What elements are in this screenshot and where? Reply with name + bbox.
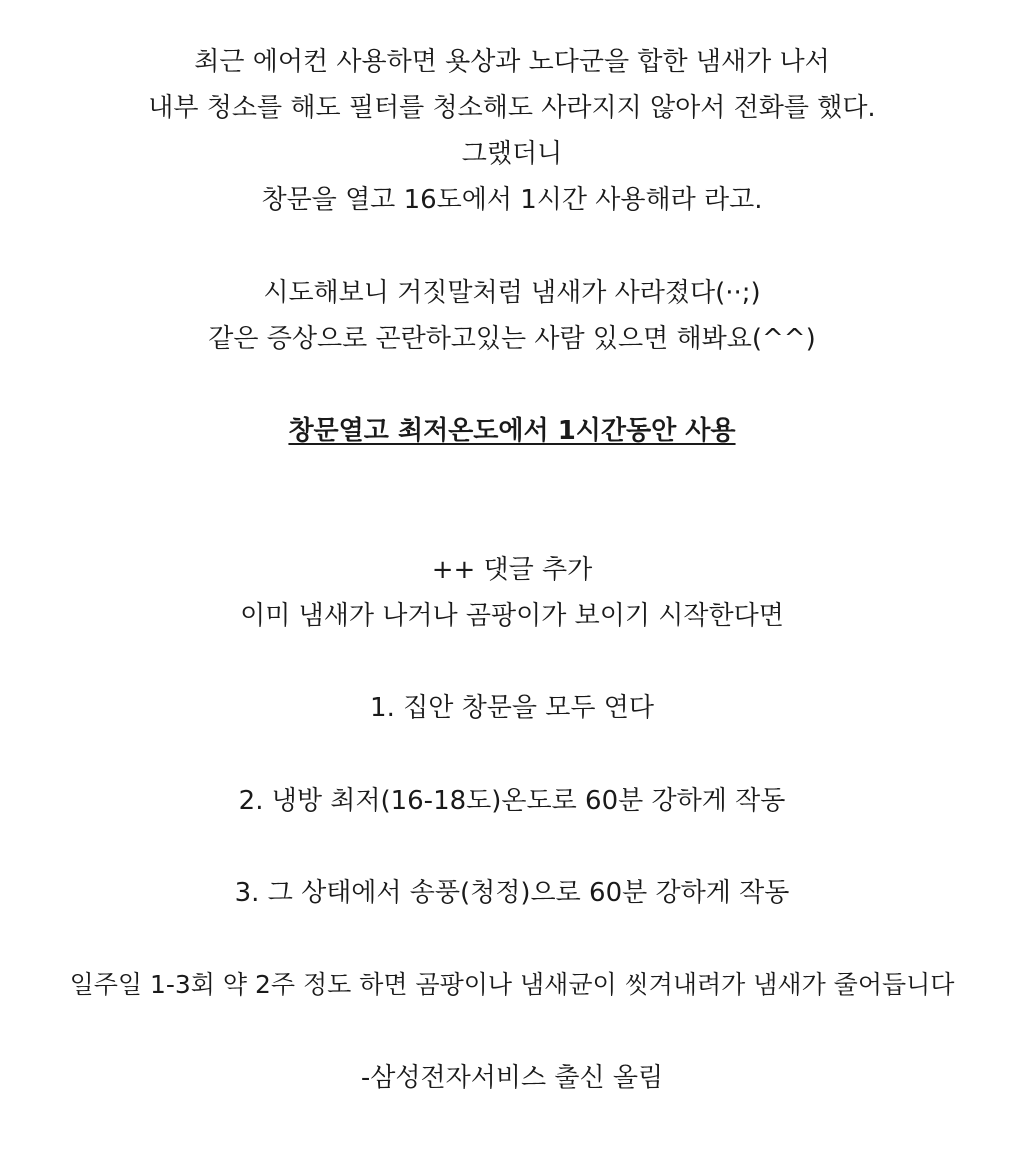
- intro-line-2: 내부 청소를 해도 필터를 청소해도 사라지지 않아서 전화를 했다.: [148, 93, 876, 123]
- signature: -삼성전자서비스 출신 올림: [360, 1063, 664, 1093]
- intro-line-1: 최근 에어컨 사용하면 욧상과 노다군을 합한 냄새가 나서: [194, 47, 830, 77]
- step-2: 2. 냉방 최저(16-18도)온도로 60분 강하게 작동: [238, 786, 786, 816]
- frequency-note: 일주일 1-3회 약 2주 정도 하면 곰팡이나 냄새균이 씻겨내려가 냄새가 줄어듭니다: [69, 970, 955, 999]
- intro-line-4: 창문을 열고 16도에서 1시간 사용해라 라고.: [261, 185, 763, 215]
- step-3: 3. 그 상태에서 송풍(청정)으로 60분 강하게 작동: [234, 878, 790, 908]
- addendum-header: ++ 댓글 추가: [431, 555, 593, 585]
- summary-heading: 창문열고 최저온도에서 1시간동안 사용: [288, 416, 736, 446]
- result-line-2: 같은 증상으로 곤란하고있는 사람 있으면 해봐요(^^): [208, 324, 816, 354]
- intro-line-3: 그랬더니: [461, 139, 563, 169]
- result-line-1: 시도해보니 거짓말처럼 냄새가 사라졌다(··;): [263, 278, 761, 308]
- addendum-condition: 이미 냄새가 나거나 곰팡이가 보이기 시작한다면: [240, 601, 784, 631]
- step-1: 1. 집안 창문을 모두 연다: [370, 693, 654, 723]
